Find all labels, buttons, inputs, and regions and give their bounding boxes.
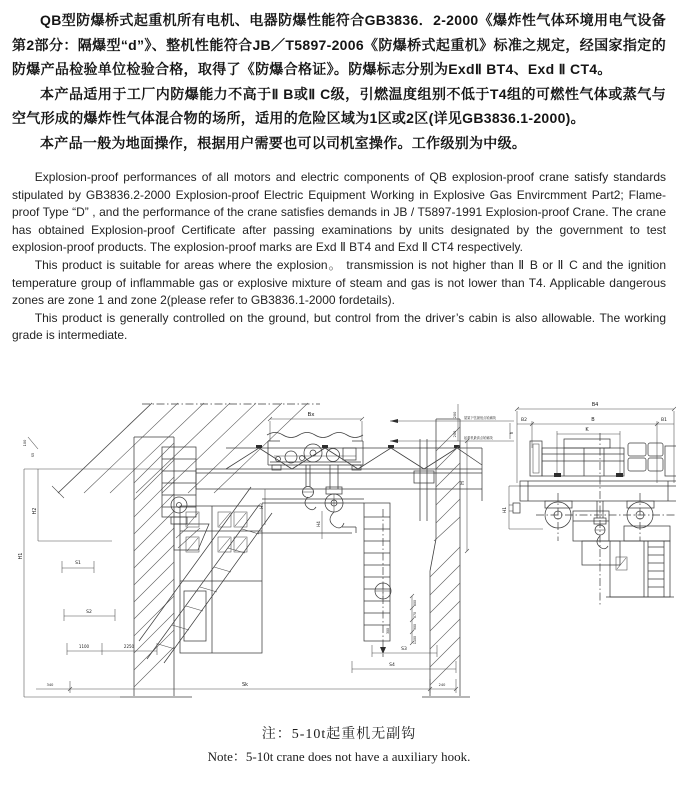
dim-900: 900 xyxy=(413,623,417,630)
paragraph-zh-3: 本产品一般为地面操作，根据用户需要也可以司机室操作。工作级别为中级。 xyxy=(40,134,527,151)
dim-k: K xyxy=(585,426,589,433)
english-intro-section xyxy=(12,169,666,345)
dim-h: H xyxy=(460,481,466,485)
clearance-annotations xyxy=(390,404,514,553)
paragraph-zh-1: QB型防爆桥式起重机所有电机、电器防爆性能符合GB3836．2-2000《爆炸性气体环境用电气设备第2部分：隔爆型“d”》、整机性能符合JB／T5897-2006《防爆桥式起重机》标准之规定，经国家指定的防爆产品检验单位检验合格，取得了《防爆合格证》。防爆标志分别为ExdⅡ BT4、Exd Ⅱ CT4。 xyxy=(12,12,666,77)
middle-wall-column xyxy=(414,419,470,697)
technical-drawing-container xyxy=(12,391,666,715)
access-stair xyxy=(139,487,272,663)
dim-1100: 1100 xyxy=(78,643,90,649)
dim-h1-left: H1 xyxy=(18,552,24,560)
annotation-roof-line: 屋架下弦最低点轮廓线 xyxy=(464,415,496,420)
footnote xyxy=(12,723,666,765)
dim-sk: Sk xyxy=(241,681,249,688)
dim-s4: S4 xyxy=(389,662,395,668)
dim-h-small: h xyxy=(509,431,514,435)
footnote-zh: 注：5-10t起重机无副钩 xyxy=(261,726,417,742)
dim-bx: Bx xyxy=(307,411,315,418)
dim-300: 300 xyxy=(386,627,390,634)
dim-2250: 2250 xyxy=(123,643,135,649)
dim-h3: H3 xyxy=(259,503,264,509)
dim-s5: S5 xyxy=(31,452,35,458)
dim-200-lower: 200 xyxy=(453,430,457,438)
left-end-truck xyxy=(162,447,209,550)
dim-b2: B2 xyxy=(521,417,527,423)
dim-b: B xyxy=(591,416,595,423)
dimension-labels xyxy=(18,402,667,688)
dim-b4: B4 xyxy=(591,401,599,408)
dim-870: 870 xyxy=(413,611,417,618)
hooks-elevation xyxy=(258,465,356,539)
dim-s2: S2 xyxy=(86,609,92,615)
dim-s1: S1 xyxy=(75,560,81,566)
chinese-intro-section xyxy=(12,8,666,155)
paragraph-en-1: Explosion-proof performances of all motors and electric components of QB explosion-proof crane satisfy standards stipulated by GB3836.2-2000 Explosion-proof Electric Equipment Working in Explosive Gas Envircmment Part2; Flame-proof Type “D” , and the performance of the crane satisfies demands in JB / T5897-1991 Explosion-proof Crane. The crane has obtained Explosion-proof Certificate after passing examinations by units designated by the government to test explosion-proof products. The explosion-proof marks are Exd Ⅱ BT4 and Exd Ⅱ CT4 respectively. xyxy=(12,170,666,255)
paragraph-en-3: This product is generally controlled on the ground, but control from the driver’s cabin is also allowable. The working grade is intermediate. xyxy=(12,310,666,343)
left-wall-column xyxy=(120,437,192,697)
dim-100: 100 xyxy=(23,439,27,447)
dim-s3: S3 xyxy=(401,646,407,652)
dim-h2: H2 xyxy=(32,507,38,515)
dim-200-upper: 200 xyxy=(453,411,457,419)
footnote-en: Note：5-10t crane does not have a auxiliary hook. xyxy=(207,748,471,764)
dim-h1-end-view: H1 xyxy=(503,506,508,514)
trolley-elevation xyxy=(267,417,364,470)
dim-h4: H4 xyxy=(316,521,321,527)
paragraph-en-2: This product is suitable for areas where the explosion。 transmission is not higher than Ⅱ B or Ⅱ C and the ignition temperature group of inflammable gas or explosive mixture of steam and gas is not lower than T4. Applicable dangerous zones are zone 1 and zone 2(please refer to GB3836.1-2000 fordetails). xyxy=(12,257,666,308)
annotation-crane-top-line: 起重机最高点轮廓线 xyxy=(464,435,493,440)
dim-600: 600 xyxy=(413,599,417,606)
dim-b1: B1 xyxy=(661,417,667,423)
crane-outline-drawing xyxy=(12,391,676,715)
end-view xyxy=(509,407,676,605)
dim-240: 240 xyxy=(438,682,446,687)
paragraph-zh-2: 本产品适用于工厂内防爆能力不高于Ⅱ B或Ⅱ C级，引燃温度组别不低于T4组的可燃性气体或蒸气与空气形成的爆炸性气体混合物的场所，适用的危险区域为1区或2区(详见GB3836.1-2000)。 xyxy=(12,85,666,126)
dim-340: 340 xyxy=(46,682,54,687)
dim-1100-right: 1100 xyxy=(413,635,417,644)
